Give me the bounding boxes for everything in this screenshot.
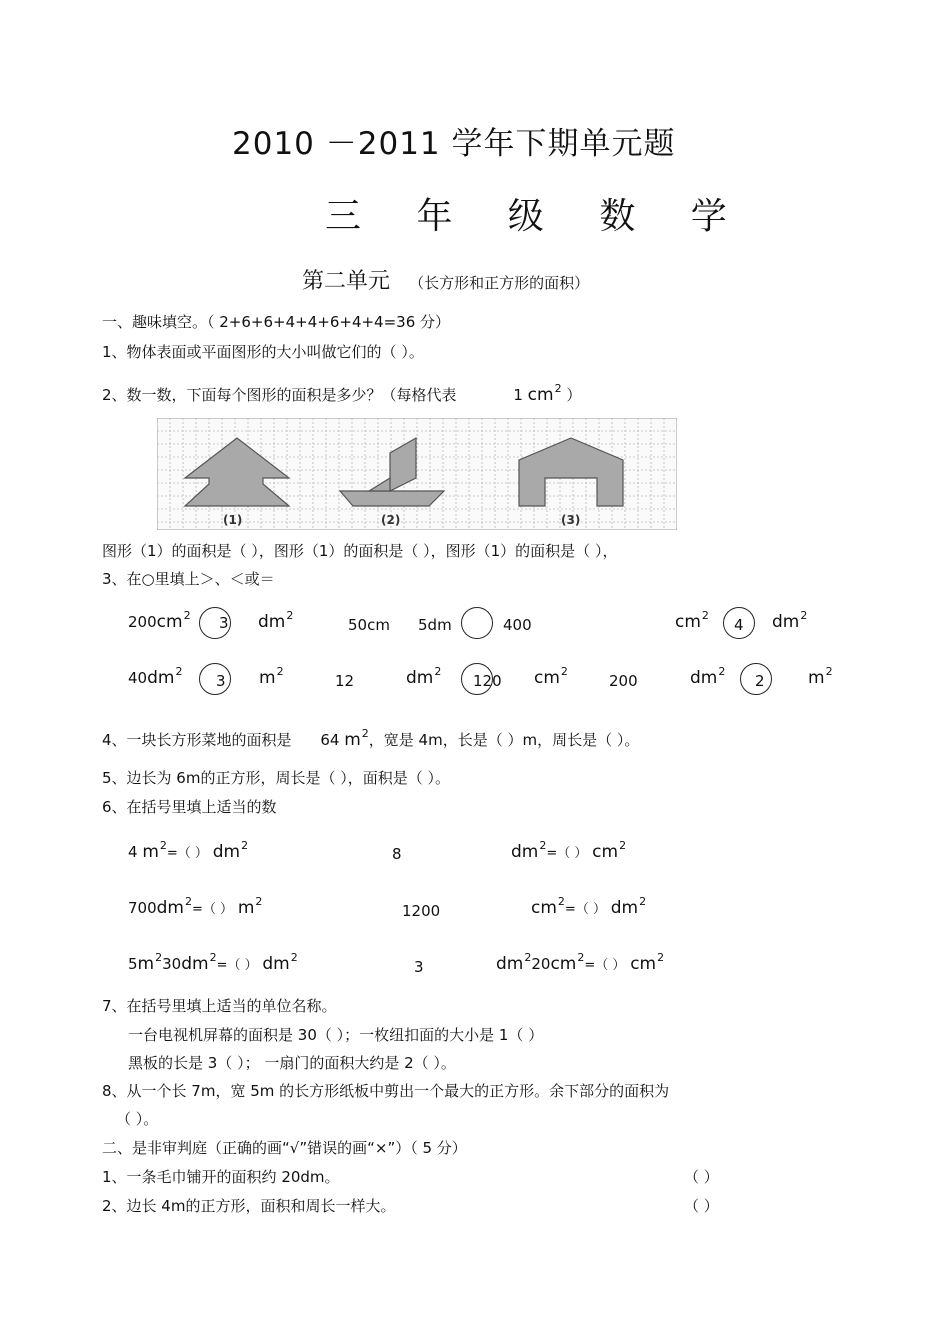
q6-r2-b-unit: cm xyxy=(531,898,557,918)
area-grid-figure xyxy=(157,418,677,530)
q3-r2-f: 200 xyxy=(609,672,638,690)
q6-r2-a-unit: dm xyxy=(156,898,184,918)
q3-r2-h xyxy=(808,665,833,688)
square-superscript: 2 xyxy=(434,665,442,678)
q6-r1-b-unit2: cm xyxy=(592,842,619,862)
q6-r2-b xyxy=(531,895,647,918)
grid-svg xyxy=(157,418,677,530)
q6-r3-b-num2: 20 xyxy=(531,955,551,973)
q6-r3-b-eq: =（ ） xyxy=(584,958,626,973)
question-2-unit: cm xyxy=(527,385,554,405)
q6-r2-a-eq: =（ ） xyxy=(192,902,234,917)
question-3: 3、在○里填上＞、＜或＝ xyxy=(102,570,275,588)
q3-r1-f-num: 4 xyxy=(734,616,744,634)
q3-r2-a-num: 40 xyxy=(128,669,148,687)
question-4-a: 4、一块长方形菜地的面积是 xyxy=(102,731,292,749)
q6-r2-a-num: 700 xyxy=(128,899,157,917)
question-1: 1、物体表面或平面图形的大小叫做它们的（ ）。 xyxy=(102,343,424,361)
q6-r3-b-unit: dm xyxy=(496,954,524,974)
q3-r2-b-unit: m xyxy=(259,668,276,688)
q3-r2-a-unit: dm xyxy=(147,668,175,688)
compare-circle[interactable] xyxy=(461,607,493,639)
q3-r1-f xyxy=(772,609,808,632)
square-superscript: 2 xyxy=(290,951,298,964)
q3-r2-e xyxy=(534,665,568,688)
q3-r1-a xyxy=(128,609,191,632)
page-title: 2010 －2011 学年下期单元题 xyxy=(232,126,676,162)
q3-r2-b xyxy=(259,665,284,688)
q3-r2-e-num: 120 xyxy=(473,672,502,690)
q3-r1-b xyxy=(258,609,294,632)
square-superscript: 2 xyxy=(175,665,183,678)
question-7-line-2: 黑板的长是 3（ ）； 一扇门的面积大约是 2（ ）。 xyxy=(128,1054,456,1072)
square-superscript: 2 xyxy=(155,951,163,964)
square-superscript: 2 xyxy=(241,839,249,852)
q6-r1-b-unit: dm xyxy=(511,842,539,862)
unit-note: （长方形和正方形的面积） xyxy=(409,274,590,292)
question-2-close: ） xyxy=(566,386,582,404)
q6-r1-a-num: 4 xyxy=(128,843,138,861)
question-7-line-1: 一台电视机屏幕的面积是 30（ ）；一枚纽扣面的大小是 1（ ） xyxy=(128,1026,544,1044)
square-superscript: 2 xyxy=(539,839,547,852)
q6-r3-b-num: 3 xyxy=(414,958,424,976)
q6-r2-b-num: 1200 xyxy=(402,902,441,920)
q6-r3-a-unit-b: dm xyxy=(181,954,209,974)
unit-heading xyxy=(302,264,589,295)
q6-r2-a-unit2: m xyxy=(237,898,255,918)
square-superscript: 2 xyxy=(657,951,665,964)
page-subtitle: 三 年 级 数 学 xyxy=(325,196,749,237)
q6-r3-a-unit: m xyxy=(137,954,155,974)
q3-r2-b-num: 3 xyxy=(216,672,226,690)
square-superscript: 2 xyxy=(361,727,369,740)
q3-r2-h-unit: m xyxy=(808,668,825,688)
square-superscript: 2 xyxy=(619,839,627,852)
q3-r1-d: 5dm xyxy=(418,616,452,634)
square-superscript: 2 xyxy=(209,951,217,964)
question-7: 7、在括号里填上适当的单位名称。 xyxy=(102,997,337,1015)
q6-r1-b-num: 8 xyxy=(392,845,402,863)
q3-r1-c: 50cm xyxy=(348,616,390,634)
q6-r3-b-unit-b: cm xyxy=(550,954,577,974)
q6-r3-a xyxy=(128,951,298,974)
q6-r2-b-eq: =（ ） xyxy=(564,902,606,917)
judge-answer-1[interactable]: （ ） xyxy=(684,1168,719,1186)
q3-r2-a xyxy=(128,665,183,688)
question-8-line-1: 8、从一个长 7m，宽 5m 的长方形纸板中剪出一个最大的正方形。余下部分的面积为 xyxy=(102,1082,670,1100)
square-superscript: 2 xyxy=(639,895,647,908)
question-6: 6、在括号里填上适当的数 xyxy=(102,798,277,816)
figure-2-hull xyxy=(340,491,444,506)
q3-r2-e-unit: cm xyxy=(534,668,560,688)
q6-r2-a xyxy=(128,895,263,918)
q6-r3-b xyxy=(496,951,665,974)
q6-r3-a-unit2: dm xyxy=(262,954,290,974)
q3-r1-f-unit: dm xyxy=(772,612,800,632)
q6-r3-b-unit2: cm xyxy=(630,954,657,974)
question-2 xyxy=(102,384,581,405)
q6-r3-a-num2: 30 xyxy=(162,955,182,973)
square-superscript: 2 xyxy=(825,665,833,678)
q6-r3-a-eq: =（ ） xyxy=(216,958,258,973)
square-superscript: 2 xyxy=(718,665,726,678)
q6-r1-a-eq: =（ ） xyxy=(166,846,208,861)
q3-r1-e-num: 400 xyxy=(503,616,532,634)
square-superscript: 2 xyxy=(800,609,808,622)
q3-r1-a-unit: cm xyxy=(156,612,183,632)
q3-r1-e xyxy=(675,609,709,632)
q6-r1-b-eq: =（ ） xyxy=(546,846,588,861)
compare-circle[interactable] xyxy=(199,663,231,695)
figure-label-1: (1) xyxy=(223,513,243,527)
question-8-line-2: （ ）。 xyxy=(116,1110,159,1128)
square-superscript: 2 xyxy=(185,895,192,908)
square-superscript: 2 xyxy=(255,895,263,908)
square-superscript: 2 xyxy=(577,951,585,964)
question-5: 5、边长为 6m的正方形，周长是（ ），面积是（ ）。 xyxy=(102,769,451,787)
q3-r2-d xyxy=(406,665,442,688)
q3-r1-a-num: 200 xyxy=(128,613,157,631)
q6-r1-a-unit2: dm xyxy=(212,842,241,862)
square-superscript: 2 xyxy=(183,609,191,622)
square-superscript: 2 xyxy=(557,895,565,908)
question-4-unit: m xyxy=(344,730,361,750)
q3-r2-h-num: 2 xyxy=(755,672,765,690)
judge-question-1: 1、一条毛巾铺开的面积约 20dm。 xyxy=(102,1168,340,1186)
q3-r2-c: 12 xyxy=(335,672,355,690)
judge-answer-2[interactable]: （ ） xyxy=(684,1197,719,1215)
question-4-num: 64 xyxy=(320,731,340,749)
q3-r1-b-num: 3 xyxy=(219,614,229,632)
question-2-unit-num: 1 xyxy=(513,386,523,404)
q3-r1-b-unit: dm xyxy=(258,612,286,632)
square-superscript: 2 xyxy=(276,665,284,678)
figure-label-3: (3) xyxy=(561,513,581,527)
q3-r2-g-unit: dm xyxy=(690,668,718,688)
q6-r3-a-num: 5 xyxy=(128,955,138,973)
figure-label-2: (2) xyxy=(381,513,401,527)
square-superscript: 2 xyxy=(524,951,532,964)
q3-r2-d-unit: dm xyxy=(406,668,434,688)
q3-r1-e-unit: cm xyxy=(675,612,701,632)
unit-title: 第二单元 xyxy=(302,269,391,294)
square-superscript: 2 xyxy=(701,609,709,622)
section2-heading: 二、是非审判庭（正确的画“√”错误的画“×”）（ 5 分） xyxy=(102,1139,467,1157)
q6-r1-b xyxy=(511,839,627,862)
question-4-b: ，宽是 4m，长是（ ）m，周长是（ ）。 xyxy=(368,731,640,749)
q6-r1-a xyxy=(128,839,249,862)
q6-r1-a-unit: m xyxy=(142,842,159,862)
question-2-text: 2、数一数，下面每个图形的面积是多少？（每格代表 xyxy=(102,386,457,404)
q3-r2-g xyxy=(690,665,726,688)
square-superscript: 2 xyxy=(560,665,568,678)
square-superscript: 2 xyxy=(159,839,167,852)
section1-heading: 一、趣味填空。（ 2+6+6+4+4+6+4+4=36 分） xyxy=(102,313,451,331)
judge-question-2: 2、边长 4m的正方形，面积和周长一样大。 xyxy=(102,1197,396,1215)
square-superscript: 2 xyxy=(554,382,562,395)
question-4 xyxy=(102,729,639,750)
q6-r2-b-unit2: dm xyxy=(610,898,639,918)
square-superscript: 2 xyxy=(286,609,294,622)
figure-answers: 图形（1）的面积是（ ），图形（1）的面积是（ ），图形（1）的面积是（ ）， xyxy=(102,542,618,560)
